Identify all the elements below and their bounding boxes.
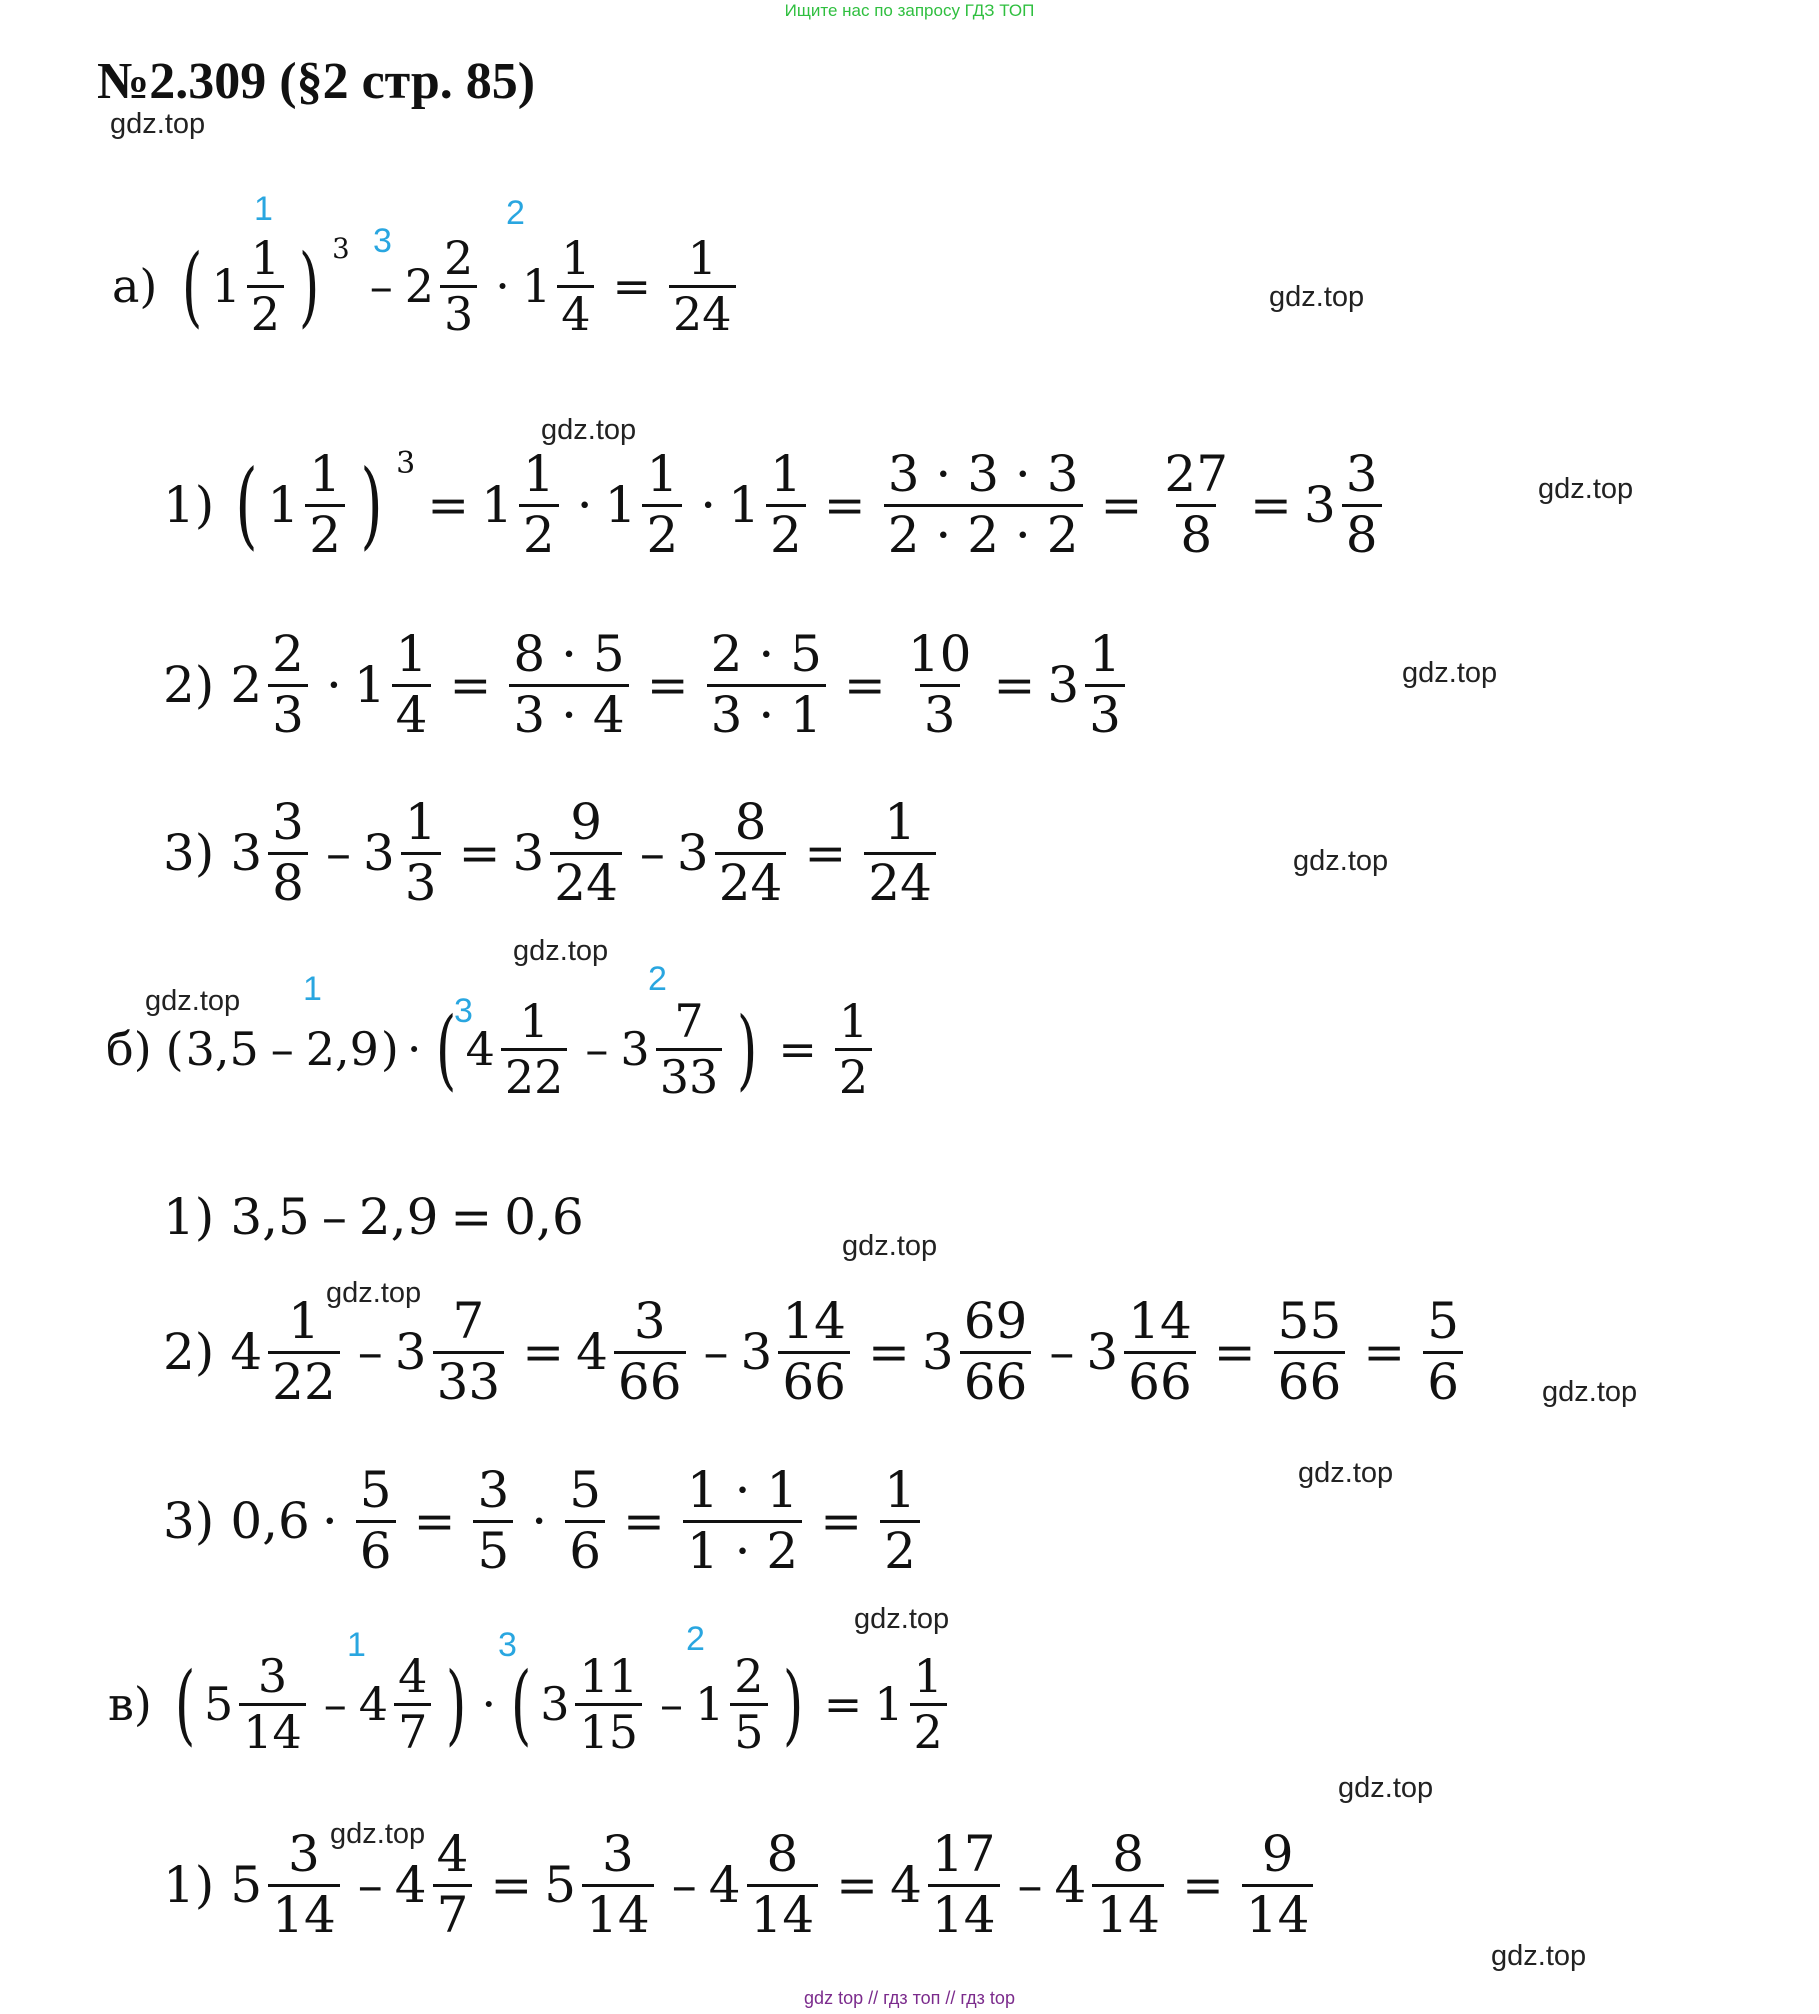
numerator: 5 — [569, 1461, 602, 1519]
problem-a — [112, 232, 742, 341]
watermark: gdz.top — [145, 985, 241, 1017]
paren: ( — [165, 1022, 184, 1077]
fraction — [778, 1293, 850, 1411]
fraction — [910, 1650, 947, 1759]
numerator: 1 — [395, 625, 428, 683]
denominator: 14 — [1092, 1884, 1164, 1945]
fraction — [715, 794, 787, 912]
numerator: 5 — [1427, 1292, 1460, 1350]
denominator: 2 — [880, 1520, 920, 1581]
watermark: gdz.top — [513, 935, 609, 967]
numerator: 69 — [963, 1292, 1028, 1350]
order-mark: 3 — [454, 992, 473, 1030]
fraction — [864, 794, 936, 912]
number: 0,6 — [230, 1492, 310, 1550]
order-mark: 1 — [347, 1626, 366, 1664]
fraction — [433, 1826, 473, 1944]
number: 0,6 — [504, 1188, 584, 1246]
denominator: 4 — [392, 684, 432, 745]
denominator: 33 — [433, 1351, 505, 1412]
digit: 3 — [676, 824, 709, 882]
step-v1 — [163, 1826, 1319, 1944]
denominator: 14 — [268, 1884, 340, 1945]
operator: = — [1181, 1856, 1224, 1914]
step-number: 3) — [163, 1492, 215, 1550]
digit: 4 — [1054, 1856, 1087, 1914]
fraction — [835, 995, 872, 1104]
digit: 2 — [404, 259, 434, 314]
digit: 4 — [230, 1323, 263, 1381]
denominator: 2 — [910, 1703, 947, 1759]
fraction — [519, 446, 559, 564]
digit: 3 — [620, 1022, 650, 1077]
denominator: 6 — [356, 1520, 396, 1581]
operator: = — [1213, 1323, 1256, 1381]
denominator: 2 · 2 · 2 — [884, 504, 1083, 565]
numerator: 2 — [444, 231, 474, 285]
digit: 1 — [267, 476, 300, 534]
operator: – — [357, 1856, 383, 1914]
digit: 3 — [230, 824, 263, 882]
fraction — [1092, 1826, 1164, 1944]
numerator: 1 — [250, 231, 281, 285]
operator: · — [481, 1677, 497, 1732]
denominator: 3 — [440, 285, 477, 341]
order-mark: 3 — [498, 1626, 517, 1664]
paren: ) — [446, 1652, 467, 1755]
digit: 3 — [362, 824, 395, 882]
watermark: gdz.top — [110, 108, 206, 140]
numerator: 3 — [602, 1825, 634, 1883]
watermark: gdz.top — [854, 1603, 950, 1635]
digit: 3 — [1303, 476, 1336, 534]
fraction — [268, 1293, 340, 1411]
digit: 1 — [604, 476, 637, 534]
fraction — [669, 232, 736, 341]
order-mark: 3 — [373, 222, 392, 260]
paren: ( — [510, 1652, 532, 1755]
fraction — [501, 995, 568, 1104]
fraction — [960, 1293, 1032, 1411]
watermark: gdz.top — [1542, 1376, 1638, 1408]
watermark: gdz.top — [1298, 1457, 1394, 1489]
digit: 3 — [921, 1323, 954, 1381]
digit: 4 — [708, 1856, 741, 1914]
operator: = — [1363, 1323, 1406, 1381]
watermark: gdz.top — [1269, 281, 1365, 313]
digit: 5 — [203, 1677, 234, 1732]
step-number: 3) — [163, 824, 215, 882]
fraction — [401, 794, 441, 912]
order-mark: 2 — [648, 960, 667, 998]
step-number: 2) — [163, 1323, 215, 1381]
exponent: 3 — [396, 446, 416, 481]
denominator: 66 — [614, 1351, 686, 1412]
digit: 1 — [481, 476, 513, 534]
order-mark: 2 — [686, 1620, 705, 1658]
numerator: 27 — [1164, 445, 1229, 503]
operator: = — [612, 259, 652, 314]
operator: · — [700, 476, 717, 534]
numerator: 1 — [561, 231, 591, 285]
denominator: 66 — [960, 1351, 1032, 1412]
watermark: gdz.top — [1491, 1940, 1587, 1972]
step-number: 1) — [163, 1188, 215, 1246]
fraction — [473, 1462, 513, 1580]
denominator: 6 — [565, 1520, 605, 1581]
operator: = — [804, 824, 847, 882]
numerator: 8 — [1112, 1825, 1145, 1883]
numerator: 1 — [838, 994, 869, 1048]
numerator: 10 — [907, 625, 972, 683]
paren: ) — [782, 1652, 803, 1755]
fraction — [268, 1826, 340, 1944]
operator: · — [576, 476, 593, 534]
numerator: 1 — [646, 445, 679, 503]
fraction — [575, 1650, 642, 1759]
digit: 4 — [394, 1856, 427, 1914]
denominator: 33 — [656, 1048, 723, 1104]
operator: – — [357, 1323, 383, 1381]
numerator: 2 — [734, 1649, 764, 1703]
denominator: 4 — [557, 285, 594, 341]
denominator: 8 — [1342, 504, 1382, 565]
denominator: 5 — [473, 1520, 513, 1581]
numerator: 4 — [436, 1825, 469, 1883]
order-mark: 1 — [254, 190, 273, 228]
fraction — [1085, 626, 1125, 744]
numerator: 3 — [477, 1461, 510, 1519]
paren: ) — [737, 997, 758, 1100]
digit: 1 — [353, 656, 386, 714]
operator: = — [522, 1323, 565, 1381]
label: в) — [108, 1677, 152, 1732]
fraction — [1124, 1293, 1196, 1411]
step-b3 — [163, 1462, 926, 1580]
operator: = — [450, 1188, 493, 1246]
operator: = — [449, 656, 492, 714]
denominator: 14 — [1242, 1884, 1314, 1945]
fraction — [1160, 446, 1232, 564]
operator: = — [778, 1022, 817, 1077]
fraction — [550, 794, 622, 912]
denominator: 3 · 1 — [707, 684, 826, 745]
fraction — [707, 626, 826, 744]
operator: · — [406, 1022, 422, 1077]
digit: 1 — [728, 476, 760, 534]
operator: = — [427, 476, 470, 534]
numerator: 3 — [257, 1649, 288, 1703]
numerator: 3 · 3 · 3 — [887, 445, 1079, 503]
numerator: 4 — [398, 1649, 428, 1703]
operator: = — [993, 656, 1036, 714]
operator: – — [671, 1856, 697, 1914]
numerator: 9 — [1261, 1825, 1294, 1883]
paren: ( — [182, 234, 203, 337]
digit: 5 — [544, 1856, 577, 1914]
digit: 1 — [521, 259, 552, 314]
step-number: 2) — [163, 656, 215, 714]
step-b1 — [163, 1188, 584, 1246]
page-title: №2.309 (§2 стр. 85) — [97, 53, 536, 110]
fraction — [656, 995, 723, 1104]
number: 3,5 — [230, 1188, 310, 1246]
operator: – — [585, 1022, 609, 1077]
digit: 1 — [695, 1677, 725, 1732]
fraction — [1342, 446, 1382, 564]
numerator: 1 — [1089, 625, 1121, 683]
numerator: 2 — [272, 625, 304, 683]
operator: = — [843, 656, 886, 714]
denominator: 8 — [268, 852, 308, 913]
watermark: gdz.top — [330, 1818, 426, 1850]
order-mark: 2 — [506, 194, 525, 232]
operator: – — [1049, 1323, 1075, 1381]
digit: 4 — [576, 1323, 608, 1381]
numerator: 9 — [570, 793, 603, 851]
denominator: 2 — [247, 285, 284, 341]
fraction — [766, 446, 806, 564]
watermark: gdz.top — [1538, 473, 1634, 505]
fraction — [557, 232, 594, 341]
numerator: 1 — [687, 231, 717, 285]
step-number: 1) — [163, 476, 215, 534]
denominator: 3 — [1085, 684, 1125, 745]
paren: ( — [235, 449, 258, 560]
numerator: 2 · 5 — [710, 625, 822, 683]
denominator: 5 — [730, 1703, 767, 1759]
fraction — [730, 1650, 767, 1759]
numerator: 1 · 1 — [686, 1461, 799, 1519]
numerator: 1 — [519, 994, 549, 1048]
denominator: 7 — [394, 1703, 431, 1759]
operator: · — [325, 656, 342, 714]
fraction — [880, 1462, 920, 1580]
fraction — [1242, 1826, 1314, 1944]
operator: = — [867, 1323, 910, 1381]
watermark: gdz.top — [842, 1230, 938, 1262]
numerator: 8 — [734, 793, 767, 851]
paren: ) — [298, 234, 320, 337]
numerator: 1 — [884, 793, 916, 851]
operator: – — [1017, 1856, 1043, 1914]
watermark: gdz.top — [541, 414, 637, 446]
operator: – — [639, 824, 665, 882]
numerator: 1 — [522, 445, 555, 503]
denominator: 22 — [501, 1048, 568, 1104]
numerator: 8 — [766, 1825, 799, 1883]
operator: – — [703, 1323, 729, 1381]
denominator: 3 · 4 — [509, 684, 628, 745]
denominator: 24 — [864, 852, 936, 913]
denominator: 66 — [1124, 1351, 1196, 1412]
denominator: 66 — [1274, 1351, 1346, 1412]
operator: – — [270, 1022, 294, 1077]
operator: = — [820, 1492, 863, 1550]
denominator: 6 — [1423, 1351, 1463, 1412]
denominator: 14 — [747, 1884, 819, 1945]
digit: 4 — [890, 1856, 922, 1914]
digit: 3 — [512, 824, 545, 882]
step-a1 — [163, 446, 1388, 564]
label: а) — [112, 259, 158, 314]
denominator: 14 — [582, 1884, 654, 1945]
operator: – — [660, 1677, 684, 1732]
digit: 3 — [740, 1323, 773, 1381]
numerator: 1 — [309, 445, 342, 503]
fraction — [642, 446, 682, 564]
denominator: 1 · 2 — [683, 1520, 802, 1581]
fraction — [268, 626, 308, 744]
digit: 2 — [230, 656, 263, 714]
search-hint: Ищите нас по запросу ГДЗ ТОП — [784, 1, 1035, 20]
operator: = — [823, 476, 866, 534]
step-a2 — [163, 626, 1131, 744]
number: 3,5 — [185, 1022, 259, 1077]
numerator: 1 — [884, 1461, 916, 1519]
denominator: 2 — [766, 504, 806, 565]
denominator: 2 — [642, 504, 682, 565]
numerator: 1 — [288, 1292, 320, 1350]
step-number: 1) — [163, 1856, 215, 1914]
operator: – — [369, 259, 393, 314]
fraction — [509, 626, 628, 744]
step-a3 — [163, 794, 942, 912]
order-mark: 1 — [303, 970, 322, 1008]
watermark: gdz.top — [326, 1277, 422, 1309]
fraction — [247, 232, 284, 341]
digit: 3 — [394, 1323, 427, 1381]
digit: 3 — [1086, 1323, 1119, 1381]
operator: – — [325, 824, 351, 882]
numerator: 8 · 5 — [513, 625, 625, 683]
fraction — [239, 1650, 306, 1759]
operator: · — [531, 1492, 548, 1550]
operator: = — [836, 1856, 879, 1914]
paren: ) — [360, 449, 383, 560]
digit: 1 — [874, 1677, 904, 1732]
denominator: 8 — [1176, 504, 1216, 565]
numerator: 7 — [674, 994, 704, 1048]
fraction — [392, 626, 432, 744]
denominator: 14 — [928, 1884, 1000, 1945]
numerator: 3 — [633, 1292, 666, 1350]
exponent: 3 — [332, 232, 350, 265]
operator: = — [413, 1492, 456, 1550]
numerator: 3 — [272, 793, 304, 851]
number: 2,9 — [305, 1022, 379, 1077]
fraction — [928, 1826, 1000, 1944]
fraction — [582, 1826, 654, 1944]
fraction — [305, 446, 345, 564]
denominator: 24 — [550, 852, 622, 913]
numerator: 17 — [931, 1825, 996, 1883]
digit: 3 — [540, 1677, 570, 1732]
operator: = — [1250, 476, 1292, 534]
watermark: gdz.top — [1338, 1772, 1434, 1804]
denominator: 3 — [401, 852, 441, 913]
operator: – — [321, 1188, 347, 1246]
denominator: 7 — [433, 1884, 473, 1945]
fraction — [683, 1462, 802, 1580]
step-b2 — [163, 1293, 1469, 1411]
problem-v — [108, 1650, 953, 1759]
numerator: 55 — [1277, 1292, 1342, 1350]
digit: 3 — [1047, 656, 1080, 714]
label: б) — [106, 1022, 152, 1077]
watermark: gdz.top — [1402, 657, 1498, 689]
numerator: 7 — [452, 1292, 485, 1350]
denominator: 3 — [268, 684, 308, 745]
numerator: 1 — [769, 445, 802, 503]
fraction — [747, 1826, 819, 1944]
digit: 5 — [230, 1856, 263, 1914]
denominator: 2 — [305, 504, 345, 565]
numerator: 14 — [1128, 1292, 1192, 1350]
fraction — [433, 1293, 505, 1411]
operator: · — [321, 1492, 338, 1550]
denominator: 22 — [268, 1351, 340, 1412]
numerator: 5 — [359, 1461, 392, 1519]
watermark: gdz.top — [1293, 845, 1389, 877]
fraction — [565, 1462, 605, 1580]
numerator: 3 — [1345, 445, 1378, 503]
operator: · — [495, 259, 510, 314]
numerator: 1 — [913, 1649, 943, 1703]
operator: = — [823, 1677, 863, 1732]
operator: = — [458, 824, 501, 882]
denominator: 24 — [715, 852, 787, 913]
digit: 4 — [465, 1022, 495, 1077]
paren: ( — [436, 997, 457, 1100]
digit: 1 — [211, 259, 241, 314]
numerator: 11 — [579, 1649, 639, 1703]
denominator: 2 — [519, 504, 559, 565]
numerator: 14 — [782, 1292, 846, 1350]
denominator: 24 — [669, 285, 736, 341]
fraction — [614, 1293, 686, 1411]
fraction — [1274, 1293, 1346, 1411]
operator: = — [1100, 476, 1143, 534]
number: 2,9 — [358, 1188, 439, 1246]
operator: – — [323, 1677, 347, 1732]
fraction — [394, 1650, 431, 1759]
operator: = — [490, 1856, 533, 1914]
problem-b — [106, 995, 878, 1104]
denominator: 15 — [575, 1703, 642, 1759]
denominator: 3 — [920, 684, 960, 745]
numerator: 3 — [288, 1825, 320, 1883]
paren: ( — [174, 1652, 196, 1755]
fraction — [440, 232, 477, 341]
fraction — [356, 1462, 396, 1580]
numerator: 1 — [404, 793, 437, 851]
operator: = — [623, 1492, 665, 1550]
operator: = — [646, 656, 689, 714]
denominator: 66 — [778, 1351, 850, 1412]
fraction — [268, 794, 308, 912]
denominator: 14 — [239, 1703, 306, 1759]
denominator: 2 — [835, 1048, 872, 1104]
fraction — [884, 446, 1083, 564]
footer-note: gdz top // гдз топ // гдз top — [804, 1988, 1015, 2008]
digit: 4 — [358, 1677, 389, 1732]
paren: ) — [380, 1022, 399, 1077]
fraction — [904, 626, 976, 744]
fraction — [1423, 1293, 1463, 1411]
